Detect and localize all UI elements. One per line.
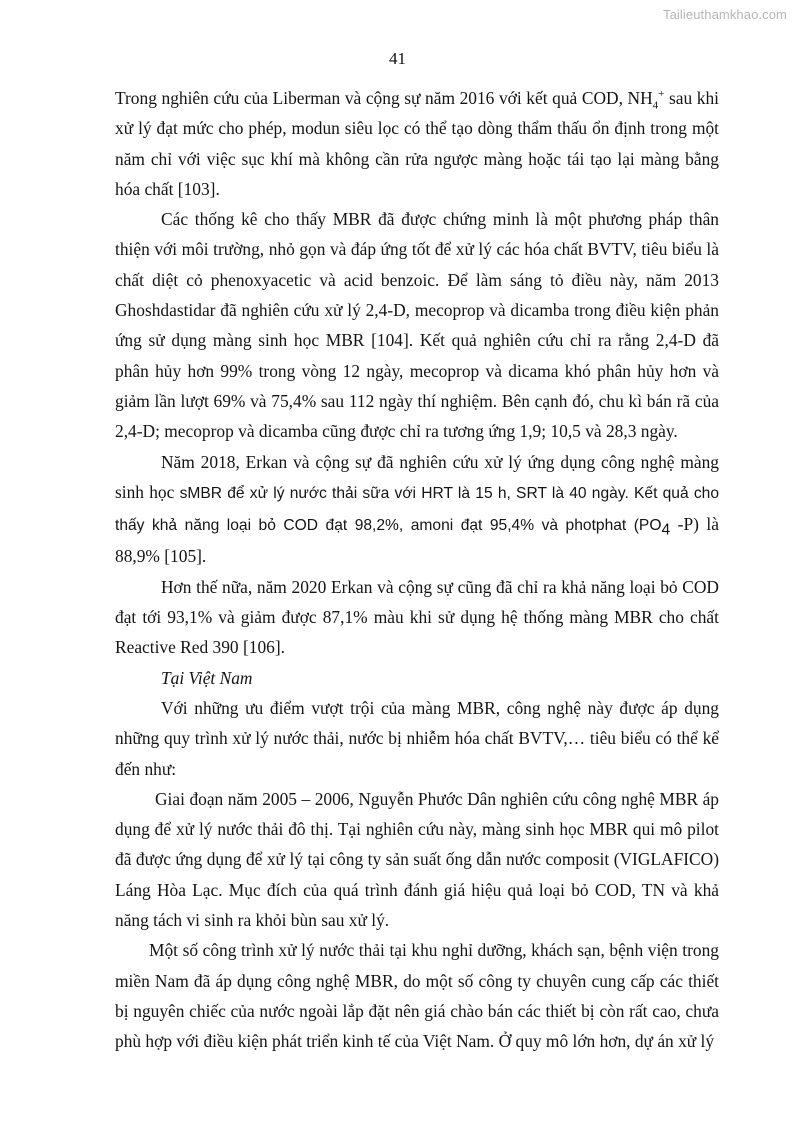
paragraph-mbr-stats: Các thống kê cho thấy MBR đã được chứng minh là một phương pháp thân thiện với môi trường, nhỏ gọn và đáp ứng tốt để xử lý các hóa chất BVTV, tiêu biểu là chất diệt cỏ phenoxyacetic và acid benzoic. Để làm sáng tỏ điều này, năm 2013 Ghoshdastidar đã nghiên cứu xử lý 2,4-D, mecoprop và dicamba trong điều kiện phản ứng sử dụng màng sinh học MBR [104]. Kết quả nghiên cứu chỉ ra rằng 2,4-D đã phân hủy hơn 99% trong vòng 12 ngày, mecoprop và dicama khó phân hủy hơn và giảm lần lượt 69% và 75,4% sau 112 ngày thí nghiệm. Bên cạnh đó, chu kì bán rã của 2,4-D; mecoprop và dicamba cũng được chỉ ra tương ứng 1,9; 10,5 và 28,3 ngày. (115, 209, 719, 442)
paragraph-advantages: Với những ưu điểm vượt trội của màng MBR, công nghệ này được áp dụng những quy trình xử lý nước thải, nước bị nhiễm hóa chất BVTV,… tiêu biểu có thể kể đến như: (115, 697, 719, 779)
paragraph-nguyen-phuoc-dan: Giai đoạn năm 2005 – 2006, Nguyễn Phước Dân nghiên cứu công nghệ MBR áp dụng để xử lý nước thải đô thị. Tại nghiên cứu này, màng sinh học MBR qui mô pilot đã được ứng dụng để xử lý tại công ty sản suất ống dẫn nước composit (VIGLAFICO) Láng Hòa Lạc. Mục đích của quá trình đánh giá hiệu quả loại bỏ COD, TN và khả năng tách vi sinh ra khỏi bùn sau xử lý. (115, 788, 719, 931)
paragraph-erkan-2018-text-c: -P) là 88,9% [105]. (115, 514, 719, 567)
paragraph-erkan-2018 (115, 447, 719, 572)
paragraph-liberman-text-b: sau khi xử lý đạt mức cho phép, modun siêu lọc có thể tạo dòng thẩm thấu ổn định trong một năm chỉ với việc sục khí mà không cần rửa ngược màng hoặc tái tạo lại màng bằng hóa chất [103]. (115, 88, 719, 199)
nh4-subscript: 4 (652, 99, 659, 112)
nh4-superscript: + (658, 88, 665, 101)
page-number: 41 (389, 49, 406, 68)
paragraph-liberman-text-a: Trong nghiên cứu của Liberman và cộng sự năm 2016 với kết quả COD, NH (115, 88, 653, 108)
po4-subscript: 4 (661, 521, 671, 539)
paragraph-erkan-2020: Hơn thế nữa, năm 2020 Erkan và cộng sự cũng đã chỉ ra khả năng loại bỏ COD đạt tới 93,1% và giảm được 87,1% màu khi sử dụng hệ thống màng MBR cho chất Reactive Red 390 [106]. (115, 576, 719, 658)
paragraph-erkan-2018-text-b: sMBR để xử lý nước thải sữa với HRT là 15 h, SRT là 40 ngày. Kết quả cho thấy khả năng loại bỏ COD đạt 98,2%, amoni đạt 95,4% và photphat (PO (115, 484, 720, 535)
paragraph-southern-projects: Một số công trình xử lý nước thải tại khu nghỉ dưỡng, khách sạn, bệnh viện trong miền Nam đã áp dụng công nghệ MBR, do một số công ty chuyên cung cấp các thiết bị nguyên chiếc của nước ngoài lắp đặt nên giá chào bán các thiết bị còn rất cao, chưa phù hợp với điều kiện phát triển kinh tế của Việt Nam. Ở quy mô lớn hơn, dự án xử lý (115, 940, 719, 1052)
section-heading-viet-nam: Tại Việt Nam (161, 667, 253, 688)
document-body (115, 83, 719, 1057)
watermark: Tailieuthamkhao.com (662, 7, 787, 22)
paragraph-erkan-2018-text-a: Năm 2018, Erkan và cộng sự đã nghiên cứu xử lý ứng dụng công nghệ màng sinh học (115, 451, 719, 502)
paragraph-liberman (115, 83, 719, 204)
